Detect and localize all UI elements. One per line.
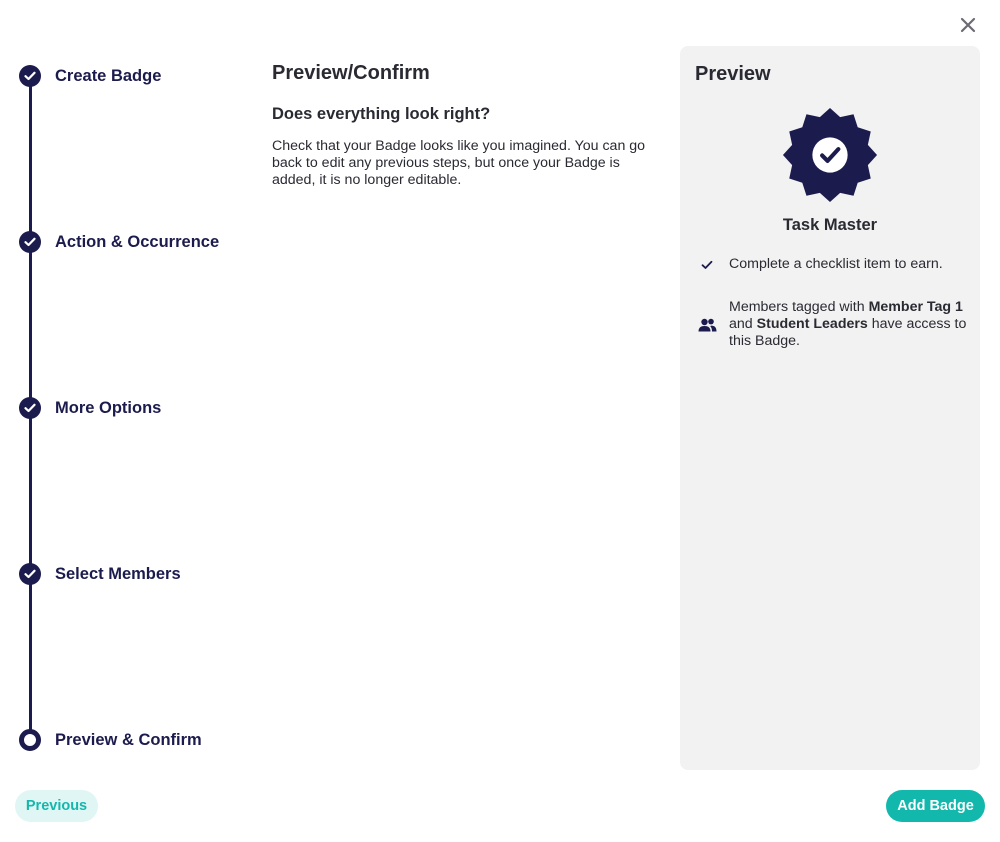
preview-panel bbox=[680, 46, 980, 770]
member-tag-2: Student Leaders bbox=[756, 316, 868, 332]
step-label: Action & Occurrence bbox=[55, 232, 220, 251]
step-complete-check-icon bbox=[19, 563, 41, 585]
badge-name: Task Master bbox=[782, 216, 878, 234]
member-tag-1: Member Tag 1 bbox=[868, 299, 963, 315]
check-icon bbox=[697, 256, 717, 273]
close-button[interactable] bbox=[957, 14, 979, 36]
badge-seal-check-icon bbox=[781, 106, 879, 204]
step-select-members[interactable] bbox=[19, 563, 181, 585]
step-complete-check-icon bbox=[19, 397, 41, 419]
progress-stepper bbox=[0, 0, 250, 842]
section-subtitle: Does everything look right? bbox=[272, 105, 491, 123]
main-content bbox=[272, 60, 652, 189]
step-more-options[interactable] bbox=[19, 397, 161, 419]
member-access-text: Members tagged with Member Tag 1 and Student Leaders have access to this Badge. bbox=[729, 299, 967, 349]
previous-button[interactable]: Previous bbox=[15, 790, 98, 822]
step-complete-check-icon bbox=[19, 65, 41, 87]
step-label: Select Members bbox=[55, 564, 181, 583]
add-badge-button[interactable]: Add Badge bbox=[886, 790, 985, 822]
step-current-indicator-icon bbox=[19, 729, 41, 751]
step-label: Preview & Confirm bbox=[55, 730, 202, 749]
close-icon bbox=[957, 14, 979, 36]
step-label: Create Badge bbox=[55, 66, 162, 85]
preview-title: Preview bbox=[695, 63, 771, 85]
step-preview-confirm[interactable] bbox=[19, 729, 202, 751]
step-create-badge[interactable] bbox=[19, 65, 161, 87]
step-label: More Options bbox=[55, 398, 162, 417]
earn-criteria-row bbox=[697, 256, 972, 273]
earn-criteria-text: Complete a checklist item to earn. bbox=[729, 256, 943, 272]
page-title: Preview/Confirm bbox=[272, 62, 430, 84]
members-group-icon bbox=[697, 299, 717, 350]
member-access-row bbox=[697, 299, 972, 350]
step-complete-check-icon bbox=[19, 231, 41, 253]
step-action-occurrence[interactable] bbox=[19, 231, 219, 253]
section-description: Check that your Badge looks like you imagined. You can go back to edit any previous steps, but once your Badge is added, it is no longer editable. bbox=[272, 138, 646, 188]
